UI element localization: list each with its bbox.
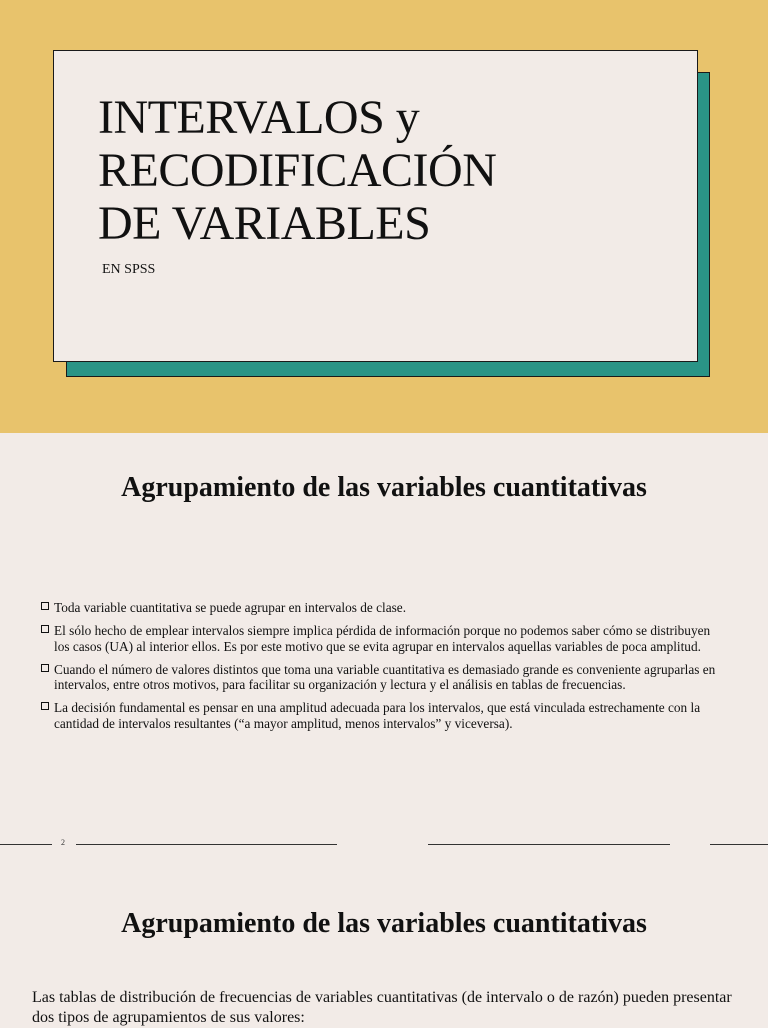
- checkbox-bullet-icon: [41, 664, 49, 672]
- bullet-text: El sólo hecho de emplear intervalos siempre implica pérdida de información porque no podemos saber cómo se distribuyen los casos (UA) al interior ellos. Es por este motivo que se evita agrupar en intervalos aquellas variables de poca amplitud.: [54, 623, 711, 654]
- footer-divider: [0, 844, 52, 845]
- content-slide-2: [0, 433, 768, 845]
- slide-3-heading: Agrupamiento de las variables cuantitativas: [121, 908, 647, 939]
- footer-divider: [428, 844, 670, 845]
- bullet-text: Toda variable cuantitativa se puede agrupar en intervalos de clase.: [54, 600, 407, 615]
- title-line-1: INTERVALOS y: [98, 91, 420, 144]
- checkbox-bullet-icon: [41, 702, 49, 710]
- bullet-text: Cuando el número de valores distintos que toma una variable cuantitativa es demasiado grande es conveniente agruparlas en intervalos, entre otros motivos, para facilitar su organización y lectura y el análisis en tablas de frecuencias.: [54, 661, 716, 692]
- bullet-item: [40, 623, 725, 654]
- title-line-3: DE VARIABLES: [98, 197, 431, 250]
- bullet-list: [40, 600, 725, 739]
- footer-divider: [710, 844, 768, 845]
- bullet-item: [40, 600, 725, 616]
- page-number: 2: [61, 838, 65, 847]
- footer-divider: [76, 844, 337, 845]
- title-line-2: RECODIFICACIÓN: [98, 144, 497, 197]
- checkbox-bullet-icon: [41, 625, 49, 633]
- bullet-text: La decisión fundamental es pensar en una amplitud adecuada para los intervalos, que está vinculada estrechamente con la cantidad de intervalos resultantes (“a mayor amplitud, menos intervalos” y viceversa).: [54, 700, 701, 731]
- slide-2-heading: Agrupamiento de las variables cuantitativas: [121, 472, 647, 503]
- bullet-item: [40, 662, 725, 693]
- slide-3-paragraph: Las tablas de distribución de frecuencias de variables cuantitativas (de intervalo o de razón) pueden presentar dos tipos de agrupamientos de sus valores:: [32, 989, 732, 1026]
- bullet-item: [40, 700, 725, 731]
- title-card: [53, 50, 698, 362]
- slide-subtitle: EN SPSS: [102, 262, 156, 277]
- slide-title: [98, 91, 496, 250]
- title-slide: [0, 0, 768, 433]
- checkbox-bullet-icon: [41, 602, 49, 610]
